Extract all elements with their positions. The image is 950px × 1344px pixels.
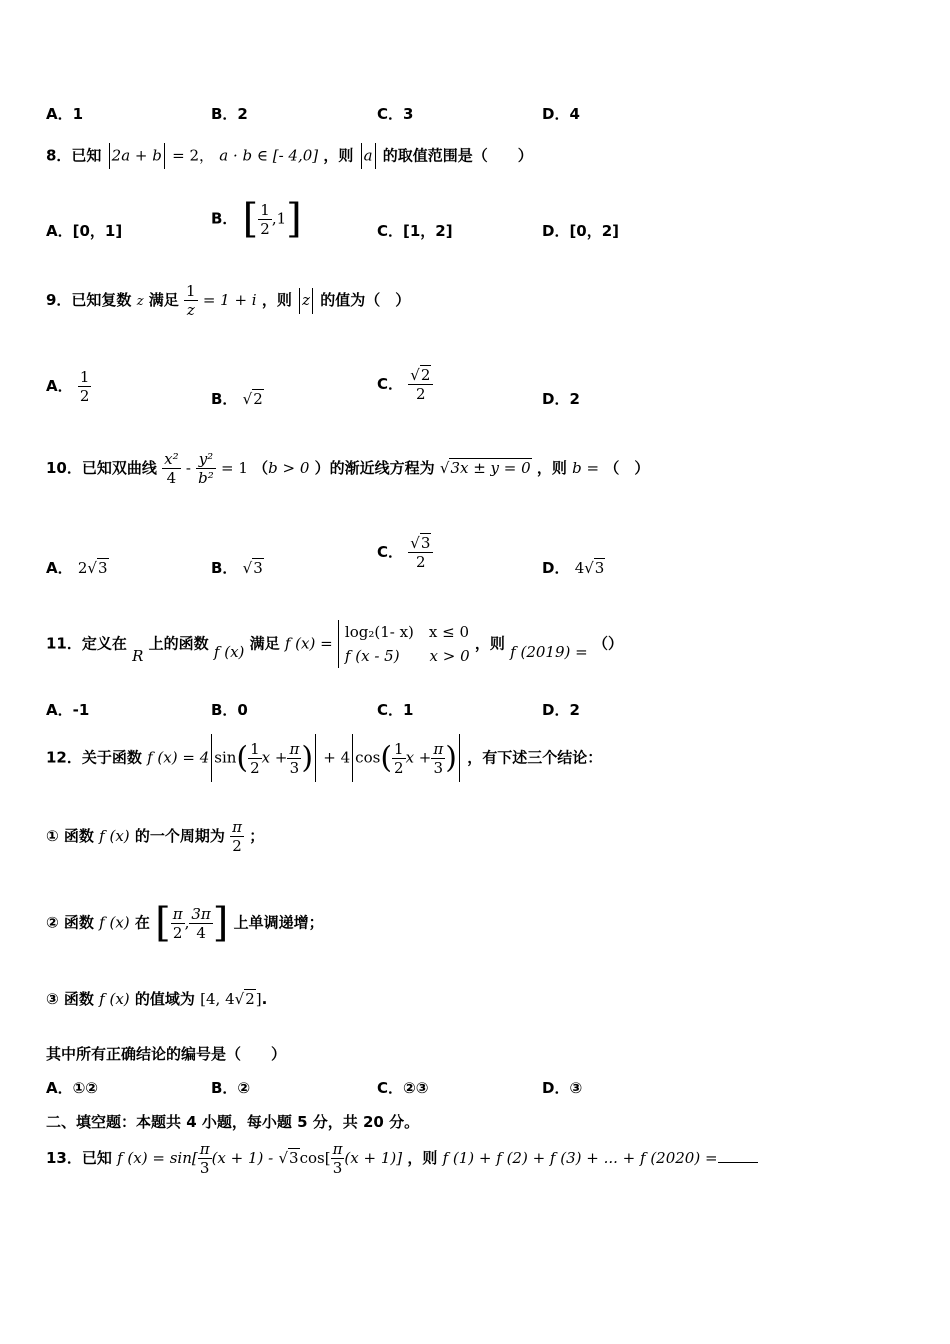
question-8	[46, 143, 533, 169]
q10-option-a: A． 2√3	[46, 559, 108, 577]
q11-option-c: C．1	[377, 701, 414, 719]
q9-option-c: C． $\frac{√2}{2}$	[377, 366, 433, 403]
q12-statement-3: ③ 函数 f (x) 的值域为 [4, 4√2].	[46, 990, 268, 1008]
q10-option-b: B． √3	[211, 559, 263, 577]
q7-option-a: A．1	[46, 105, 84, 123]
question-10: 10．已知双曲线 $\frac{\text{x²}}{4}$ - $\frac{\text{y²}}{\text{b²}}$ = 1 （b > 0 ）的渐近线方程为 √3x ± y = 0 ，则 b = （ ）	[46, 450, 650, 487]
section-2-heading: 二、填空题：本题共 4 小题，每小题 5 分，共 20 分。	[46, 1113, 420, 1131]
q12-option-c: C．②③	[377, 1079, 429, 1097]
q10-option-d: D． 4√3	[542, 559, 605, 577]
q13-answer-blank[interactable]	[718, 1162, 758, 1163]
q8-option-a: A．[0，1]	[46, 222, 123, 240]
q10-option-c: C． $\frac{√3}{2}$	[377, 534, 433, 571]
q9-var: z	[136, 294, 144, 309]
q9-option-d: D．2	[542, 390, 580, 408]
q12-option-b: B．②	[211, 1079, 251, 1097]
question-9: 9．已知复数 z 满足 $\frac{1}{z}$ = 1 + i ，则 z 的值为（ ）	[46, 282, 411, 319]
q12-statement-1: ① 函数 f (x) 的一个周期为 $\frac{\pi}{2}$ ；	[46, 818, 265, 855]
q12-option-a: A．①②	[46, 1079, 99, 1097]
q8-mid: ，则	[323, 146, 354, 165]
q8-abs: a	[363, 146, 373, 165]
question-12: 12．关于函数 f (x) = 4 sin( $\frac{1}{2}$ x + $\frac{\pi}{3}$ ) + 4 cos( $\frac{1}{2}$ x + $\frac{\pi}{3}$ ) ，有下述三个结论：	[46, 734, 602, 782]
q8-option-b-frac: $\frac{1}{2}$	[260, 200, 270, 238]
q9-option-a: A． $\frac{1}{2}$	[46, 368, 90, 405]
q12-statement-2: ② 函数 f (x) 在 [ $\frac{\pi}{2}$ , $\frac{3\pi}{4}$ ] 上单调递增；	[46, 900, 324, 946]
question-13: 13．已知 f (x) = sin[ $\frac{\pi}{3}$ (x + 1) - √3cos[ $\frac{\pi}{3}$ (x + 1)] ，则 f (1) + f (2) + f (3) + ... + f (2020) =	[46, 1140, 758, 1177]
q7-option-b: B．2	[211, 105, 248, 123]
q8-cond1: 2a + b	[111, 146, 162, 165]
question-11: 11．定义在 R 上的函数 f (x) 满足 f (x) = log₂(1- x) x ≤ 0 f (x - 5) x > 0 ，则 f (2019) = （）	[46, 620, 623, 668]
q9-option-b: B． √2	[211, 390, 263, 408]
q11-case1: log₂(1- x) x ≤ 0	[344, 623, 470, 641]
q8-option-c: C．[1，2]	[377, 222, 453, 240]
q8-option-b: B． [ $\frac{1}{2}$ ,1]	[211, 196, 302, 242]
q8-option-d: D．[0，2]	[542, 222, 620, 240]
q8-cond2: a · b ∈ [- 4,0]	[219, 146, 319, 165]
q11-option-d: D．2	[542, 701, 580, 719]
q12-option-d: D．③	[542, 1079, 583, 1097]
q8-suffix: 的取值范围是（ ）	[382, 146, 533, 165]
q7-option-d: D．4	[542, 105, 580, 123]
q9-frac: $\frac{1}{z}$	[186, 282, 196, 319]
q11-option-b: B．0	[211, 701, 248, 719]
q11-option-a: A．-1	[46, 701, 90, 719]
q8-prefix: 8．已知	[46, 146, 102, 165]
q7-option-c: C．3	[377, 105, 414, 123]
q12-question: 其中所有正确结论的编号是（ ）	[46, 1045, 287, 1063]
q8-eq1: = 2，	[172, 146, 214, 165]
q11-case2: f (x - 5) x > 0	[344, 647, 470, 665]
